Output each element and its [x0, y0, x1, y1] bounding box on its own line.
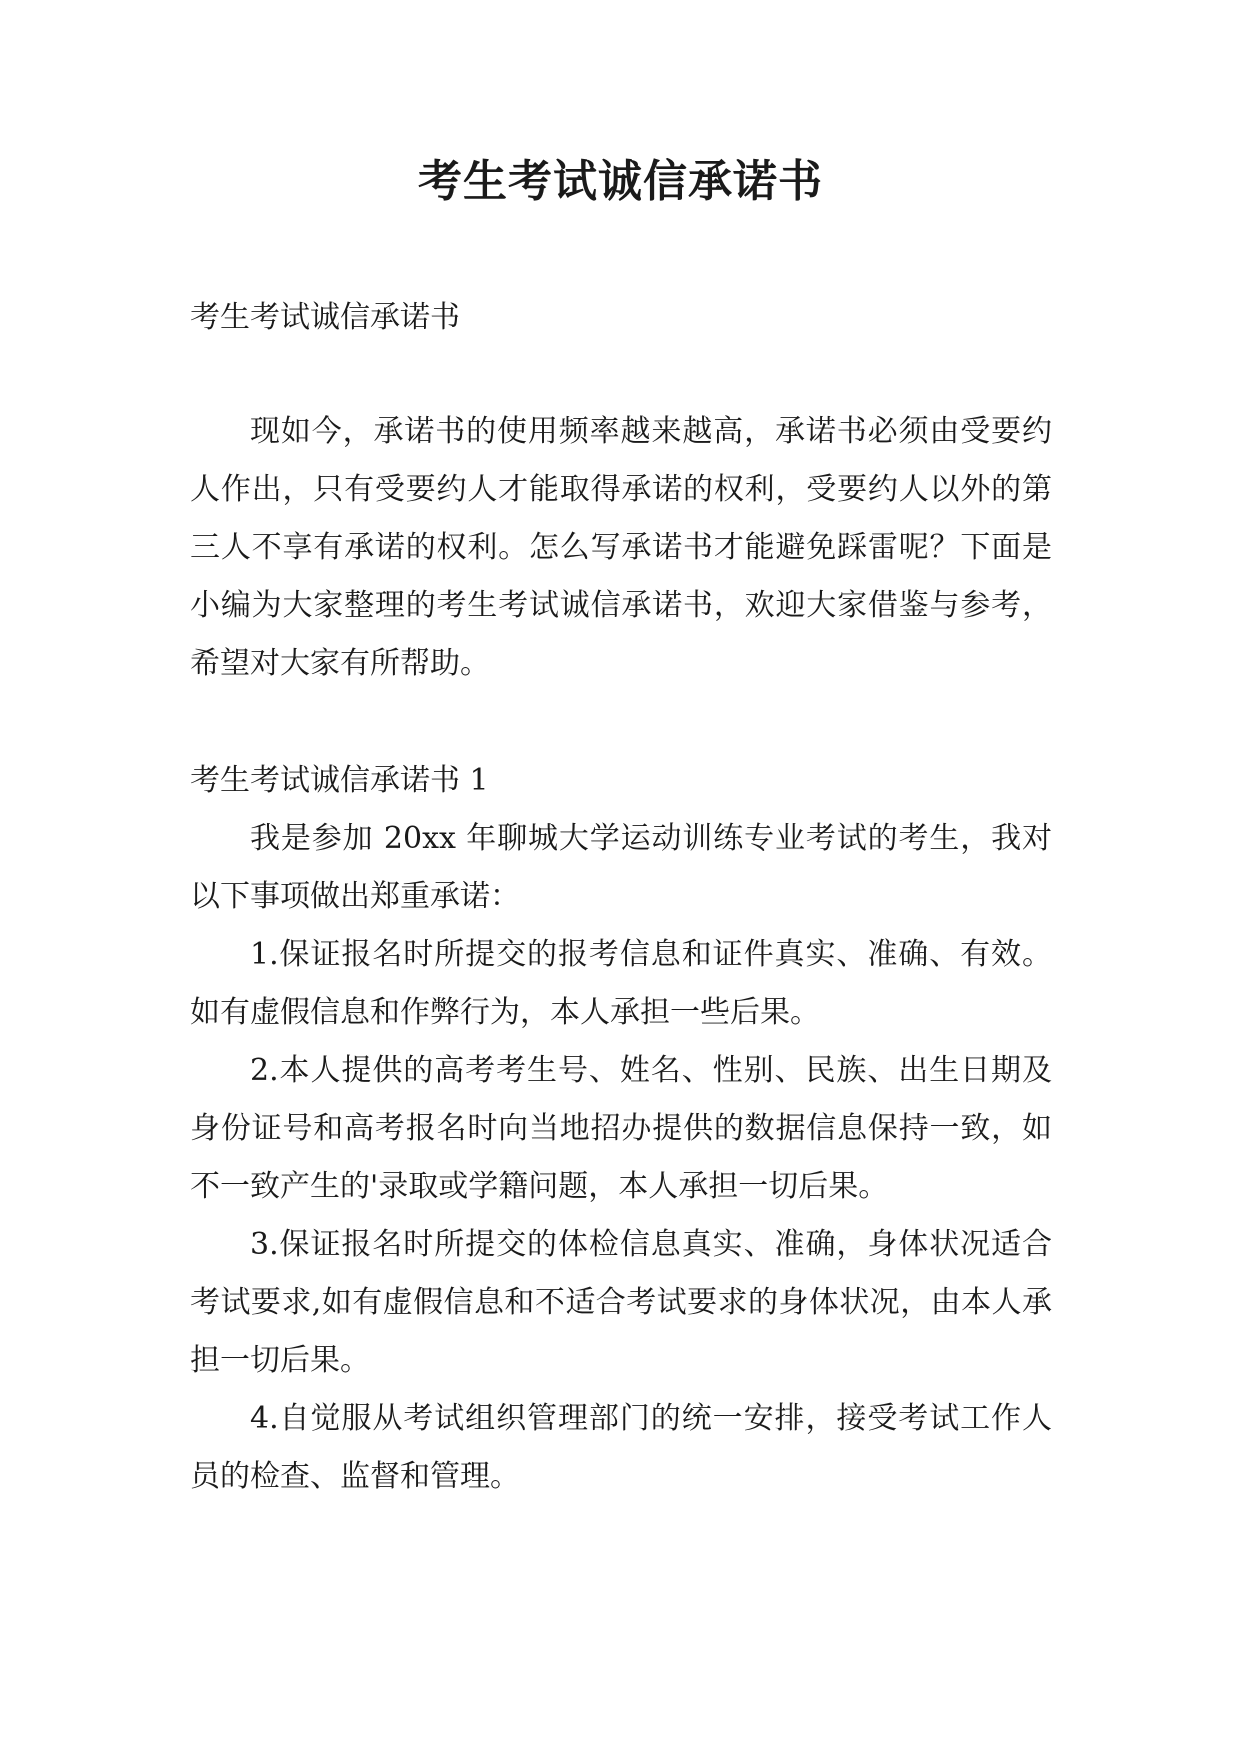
- section-1: [190, 752, 1052, 1506]
- section-1-item-2: 2.本人提供的高考考生号、姓名、性别、民族、出生日期及身份证号和高考报名时向当地招办提供的数据信息保持一致，如不一致产生的'录取或学籍问题，本人承担一切后果。: [190, 1053, 1052, 1204]
- section-1-heading: 考生考试诚信承诺书 1: [190, 763, 489, 798]
- document-subtitle: 考生考试诚信承诺书: [190, 300, 460, 335]
- intro-paragraph: 现如今，承诺书的使用频率越来越高，承诺书必须由受要约人作出，只有受要约人才能取得承诺的权利，受要约人以外的第三人不享有承诺的权利。怎么写承诺书才能避免踩雷呢？下面是小编为大家整理的考生考试诚信承诺书，欢迎大家借鉴与参考，希望对大家有所帮助。: [190, 414, 1052, 681]
- section-1-item-4: 4.自觉服从考试组织管理部门的统一安排，接受考试工作人员的检查、监督和管理。: [190, 1401, 1052, 1494]
- document-title: 考生考试诚信承诺书: [418, 156, 823, 207]
- section-1-item-3: 3.保证报名时所提交的体检信息真实、准确，身体状况适合考试要求,如有虚假信息和不适合考试要求的身体状况，由本人承担一切后果。: [190, 1227, 1052, 1378]
- section-1-paragraph: 我是参加 20xx 年聊城大学运动训练专业考试的考生，我对以下事项做出郑重承诺：: [190, 821, 1052, 914]
- section-1-item-1: 1.保证报名时所提交的报考信息和证件真实、准确、有效。如有虚假信息和作弊行为，本人承担一些后果。: [190, 937, 1052, 1030]
